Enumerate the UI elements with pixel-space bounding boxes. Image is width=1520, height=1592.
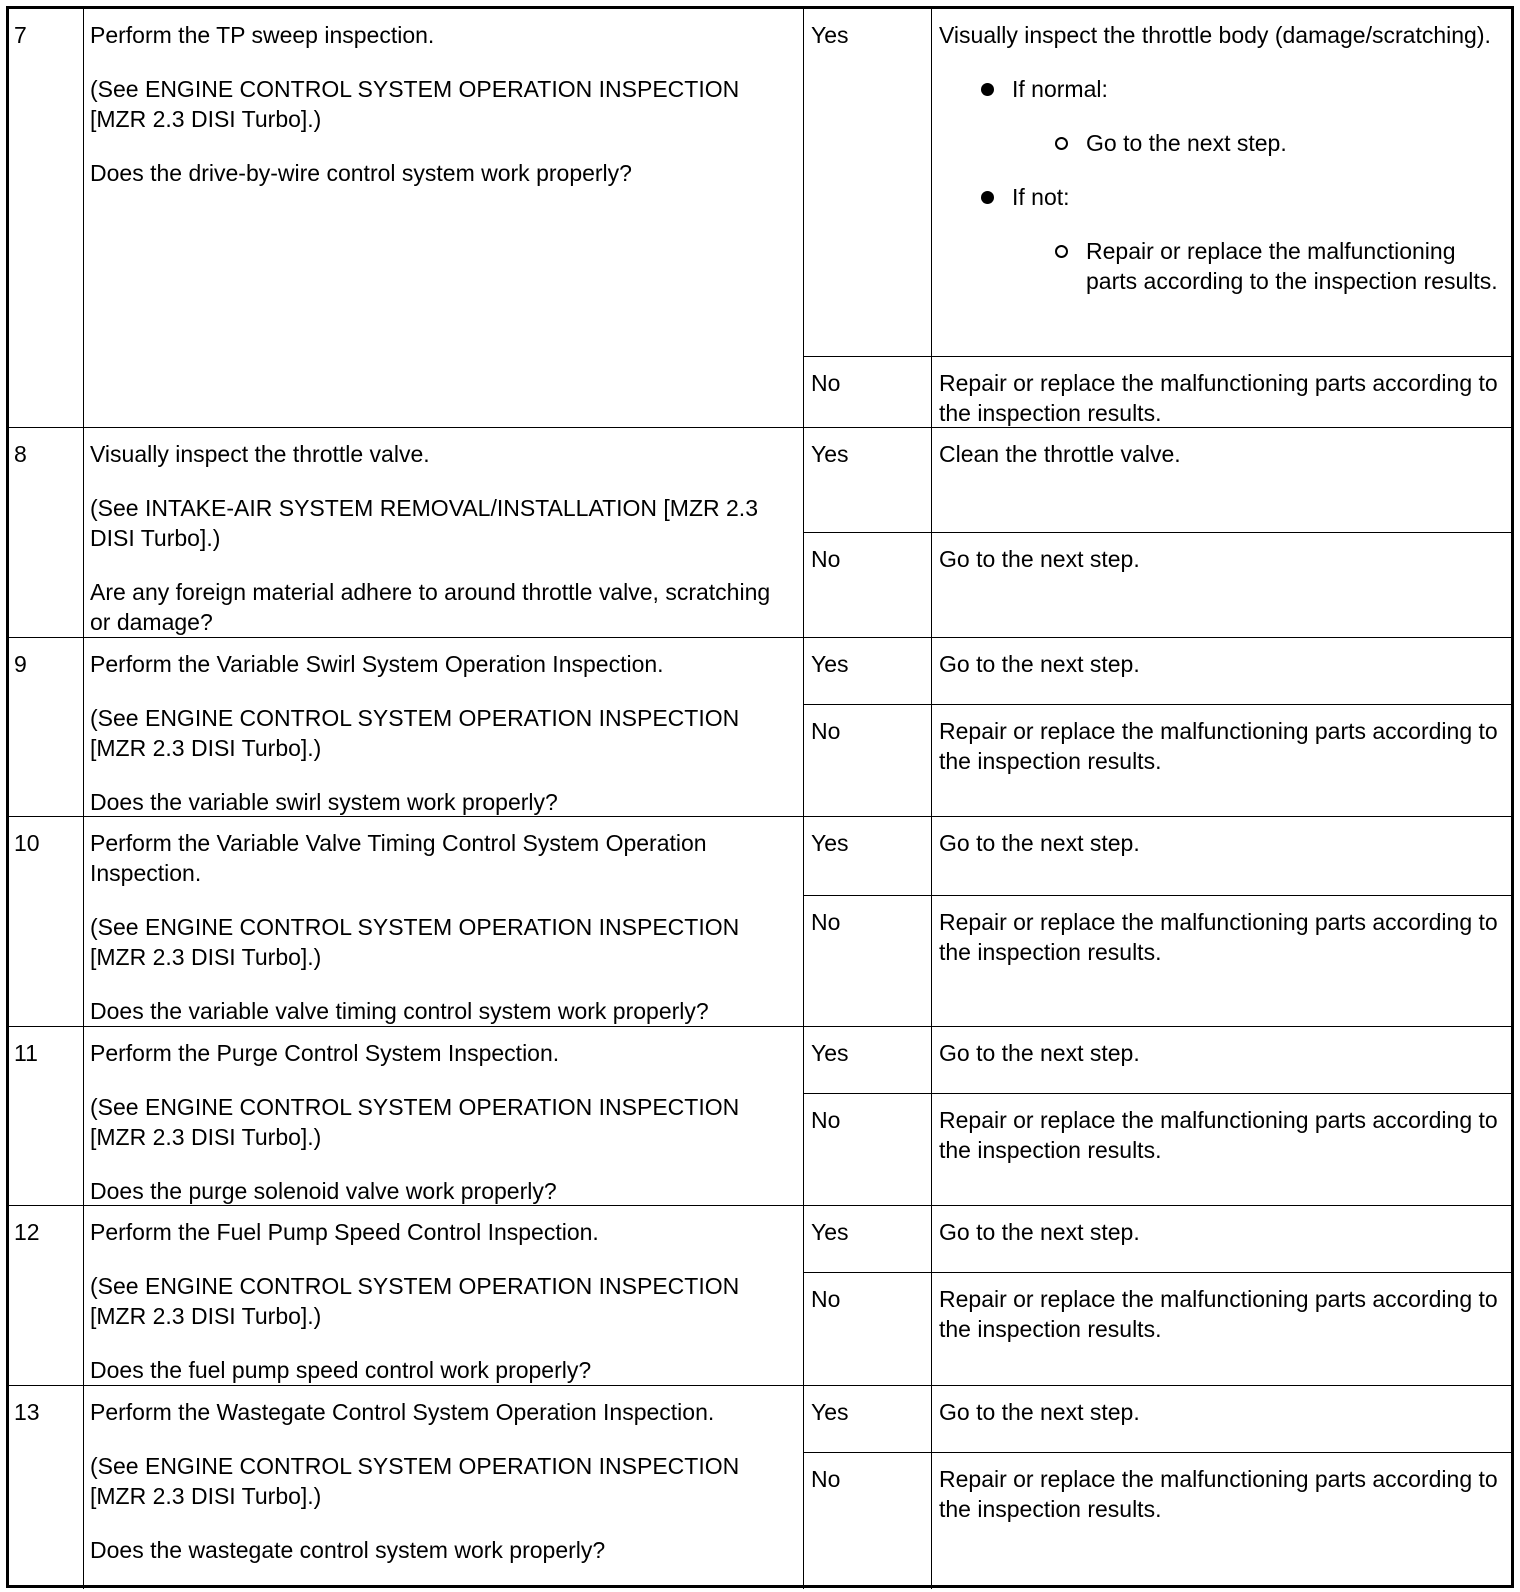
yes-result: Go to the next step. — [932, 1386, 1511, 1453]
no-label: No — [804, 1453, 932, 1589]
step-number: 11 — [9, 1027, 84, 1206]
yes-result: Go to the next step. — [932, 638, 1511, 705]
yes-label: Yes — [804, 1027, 932, 1094]
step-number: 12 — [9, 1206, 84, 1386]
action-reference: (See ENGINE CONTROL SYSTEM OPERATION INSPECTION [MZR 2.3 DISI Turbo].) — [90, 1453, 740, 1509]
yes-result — [932, 9, 1511, 357]
no-result: Repair or replace the malfunctioning parts according to the inspection results. — [939, 1107, 1498, 1163]
step-action — [84, 638, 804, 817]
step-action — [84, 428, 804, 638]
step-action — [84, 1027, 804, 1206]
yes-result: Go to the next step. — [932, 1206, 1511, 1273]
step-answers — [804, 9, 1511, 428]
step-answers — [804, 1386, 1511, 1589]
no-result: Repair or replace the malfunctioning parts according to the inspection results. — [939, 718, 1498, 774]
yes-label: Yes — [804, 638, 932, 705]
action-instruction: Perform the TP sweep inspection. — [90, 22, 435, 48]
no-result: Go to the next step. — [939, 546, 1140, 572]
action-reference: (See INTAKE-AIR SYSTEM REMOVAL/INSTALLATION [MZR 2.3 DISI Turbo].) — [90, 495, 758, 551]
action-instruction: Perform the Wastegate Control System Operation Inspection. — [90, 1399, 715, 1425]
bullet-item — [939, 74, 1505, 104]
no-label: No — [804, 1273, 932, 1385]
action-question: Are any foreign material adhere to around throttle valve, scratching or damage? — [90, 579, 771, 635]
step-action — [84, 9, 804, 428]
step-answers — [804, 1027, 1511, 1206]
action-reference: (See ENGINE CONTROL SYSTEM OPERATION INSPECTION [MZR 2.3 DISI Turbo].) — [90, 76, 740, 132]
bullet-text: If not: — [1012, 184, 1070, 210]
action-instruction: Visually inspect the throttle valve. — [90, 441, 430, 467]
yes-label: Yes — [804, 1386, 932, 1453]
step-action — [84, 817, 804, 1027]
action-instruction: Perform the Fuel Pump Speed Control Inspection. — [90, 1219, 599, 1245]
step-number: 8 — [9, 428, 84, 638]
bullet-dot-icon — [981, 83, 994, 96]
yes-result: Go to the next step. — [932, 1027, 1511, 1094]
no-result: Repair or replace the malfunctioning parts according to the inspection results. — [939, 909, 1498, 965]
step-number: 10 — [9, 817, 84, 1027]
yes-label: Yes — [804, 428, 932, 533]
yes-result: Go to the next step. — [932, 817, 1511, 896]
action-question: Does the fuel pump speed control work properly? — [90, 1357, 592, 1383]
step-answers — [804, 428, 1511, 638]
step-action — [84, 1386, 804, 1589]
yes-label: Yes — [804, 817, 932, 896]
yes-label: Yes — [804, 9, 932, 357]
action-question: Does the drive-by-wire control system work properly? — [90, 160, 632, 186]
action-question: Does the variable swirl system work properly? — [90, 789, 558, 815]
bullet-text: If normal: — [1012, 76, 1108, 102]
no-label: No — [804, 533, 932, 637]
action-reference: (See ENGINE CONTROL SYSTEM OPERATION INSPECTION [MZR 2.3 DISI Turbo].) — [90, 705, 740, 761]
step-number: 9 — [9, 638, 84, 817]
action-reference: (See ENGINE CONTROL SYSTEM OPERATION INSPECTION [MZR 2.3 DISI Turbo].) — [90, 1273, 740, 1329]
step-answers — [804, 1206, 1511, 1386]
step-answers — [804, 817, 1511, 1027]
action-question: Does the purge solenoid valve work properly? — [90, 1178, 557, 1204]
step-number: 7 — [9, 9, 84, 428]
action-instruction: Perform the Variable Swirl System Operation Inspection. — [90, 651, 664, 677]
yes-label: Yes — [804, 1206, 932, 1273]
action-reference: (See ENGINE CONTROL SYSTEM OPERATION INSPECTION [MZR 2.3 DISI Turbo].) — [90, 1094, 740, 1150]
action-question: Does the variable valve timing control system work properly? — [90, 998, 709, 1024]
sub-bullet-item — [939, 236, 1505, 296]
no-label: No — [804, 357, 932, 428]
yes-result-lead: Visually inspect the throttle body (damage/scratching). — [939, 22, 1491, 48]
sub-bullet-text: Go to the next step. — [1086, 130, 1287, 156]
step-action — [84, 1206, 804, 1386]
bullet-circle-icon — [1055, 245, 1068, 258]
sub-bullet-item — [939, 128, 1505, 158]
bullet-dot-icon — [981, 191, 994, 204]
diagnostic-procedure-table — [6, 6, 1514, 1588]
no-result: Repair or replace the malfunctioning parts according to the inspection results. — [939, 370, 1498, 426]
step-answers — [804, 638, 1511, 817]
action-instruction: Perform the Purge Control System Inspection. — [90, 1040, 560, 1066]
action-instruction: Perform the Variable Valve Timing Control System Operation Inspection. — [90, 830, 707, 886]
no-result: Repair or replace the malfunctioning parts according to the inspection results. — [939, 1286, 1498, 1342]
sub-bullet-text: Repair or replace the malfunctioning parts according to the inspection results. — [1086, 238, 1498, 294]
step-number: 13 — [9, 1386, 84, 1589]
yes-result: Clean the throttle valve. — [932, 428, 1511, 533]
no-result: Repair or replace the malfunctioning parts according to the inspection results. — [939, 1466, 1498, 1522]
bullet-item — [939, 182, 1505, 212]
no-label: No — [804, 896, 932, 1026]
bullet-circle-icon — [1055, 137, 1068, 150]
action-reference: (See ENGINE CONTROL SYSTEM OPERATION INSPECTION [MZR 2.3 DISI Turbo].) — [90, 914, 740, 970]
no-label: No — [804, 705, 932, 816]
no-label: No — [804, 1094, 932, 1205]
action-question: Does the wastegate control system work properly? — [90, 1537, 606, 1563]
